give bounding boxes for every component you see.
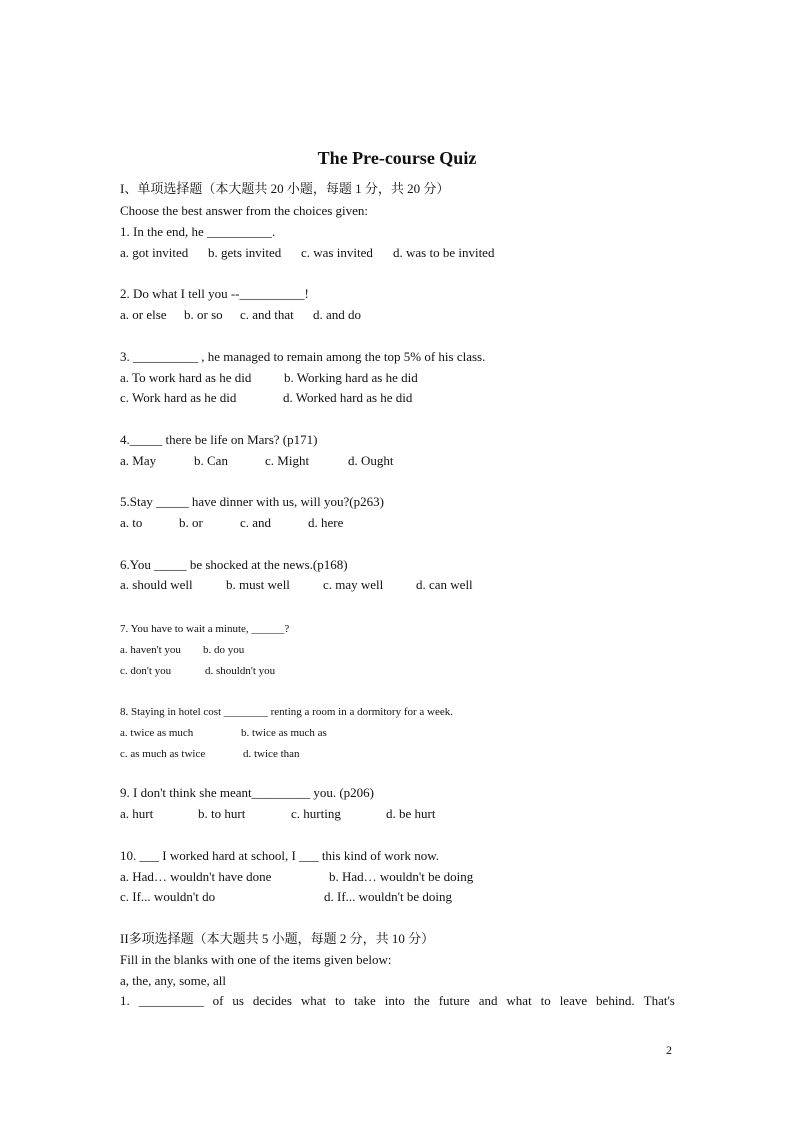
question-stem: 6.You _____ be shocked at the news.(p168) xyxy=(120,557,348,572)
option: c. may well xyxy=(323,577,384,592)
option: d. Ought xyxy=(348,453,394,468)
option: b. must well xyxy=(226,577,290,592)
word: leave xyxy=(559,993,588,1008)
option: b. gets invited xyxy=(208,245,282,260)
option: b. Had… wouldn't be doing xyxy=(329,869,474,884)
option: d. can well xyxy=(416,577,473,592)
option: d. shouldn't you xyxy=(205,665,276,677)
word: and xyxy=(478,993,498,1008)
option: d. was to be invited xyxy=(393,245,495,260)
word: That's xyxy=(643,993,675,1008)
question-stem: 9. I don't think she meant_________ you. (p206) xyxy=(120,785,375,800)
option: d. be hurt xyxy=(386,806,436,821)
option: c. and xyxy=(240,515,272,530)
word: to xyxy=(540,993,551,1008)
option: a. haven't you xyxy=(120,644,181,656)
word: decides xyxy=(252,993,292,1008)
section1-instruction: Choose the best answer from the choices given: xyxy=(120,203,369,218)
option: b. twice as much as xyxy=(241,727,327,739)
option: a. May xyxy=(120,453,157,468)
option: c. hurting xyxy=(291,806,341,821)
option: a. hurt xyxy=(120,806,154,821)
option: b. to hurt xyxy=(198,806,246,821)
option: a. or else xyxy=(120,307,167,322)
question-stem: 3. __________ , he managed to remain among the top 5% of his class. xyxy=(120,349,486,364)
option: a. to xyxy=(120,515,143,530)
question-stem: 1. In the end, he __________. xyxy=(120,224,276,239)
question-stem: 8. Staying in hotel cost ________ renting a room in a dormitory for a week. xyxy=(120,706,453,718)
option: a. To work hard as he did xyxy=(120,370,252,385)
page-number: 2 xyxy=(666,1043,672,1057)
option: c. was invited xyxy=(301,245,373,260)
option: b. or so xyxy=(184,307,223,322)
section2-word-list: a, the, any, some, all xyxy=(120,973,227,988)
word: us xyxy=(232,993,244,1008)
question-stem: 10. ___ I worked hard at school, I ___ this kind of work now. xyxy=(120,848,440,863)
option: b. or xyxy=(179,515,203,530)
word: the xyxy=(413,993,430,1008)
word: behind. xyxy=(596,993,635,1008)
word: future xyxy=(438,993,470,1008)
option: c. Work hard as he did xyxy=(120,390,237,405)
question-stem: 5.Stay _____ have dinner with us, will you?(p263) xyxy=(120,494,384,509)
section1-heading: I、单项选择题（本大题共 20 小题，每题 1 分，共 20 分） xyxy=(120,181,450,196)
option: d. Worked hard as he did xyxy=(283,390,413,405)
word: what xyxy=(506,993,532,1008)
option: d. twice than xyxy=(243,748,300,760)
word: 1. xyxy=(120,993,130,1008)
question-stem: 7. You have to wait a minute, ______? xyxy=(120,623,290,635)
option: a. Had… wouldn't have done xyxy=(120,869,272,884)
question-stem: 4._____ there be life on Mars? (p171) xyxy=(120,432,318,447)
option: c. If... wouldn't do xyxy=(120,889,216,904)
option: b. do you xyxy=(203,644,245,656)
section2-heading: II多项选择题（本大题共 5 小题，每题 2 分，共 10 分） xyxy=(120,931,435,946)
word: into xyxy=(384,993,405,1008)
option: d. and do xyxy=(313,307,362,322)
option: d. here xyxy=(308,515,344,530)
option: b. Can xyxy=(194,453,228,468)
option: c. don't you xyxy=(120,665,172,677)
question-stem: 2. Do what I tell you --__________! xyxy=(120,286,309,301)
option: b. Working hard as he did xyxy=(284,370,418,385)
option: a. got invited xyxy=(120,245,189,260)
word: to xyxy=(335,993,346,1008)
option: c. as much as twice xyxy=(120,748,206,760)
word: of xyxy=(212,993,224,1008)
option: c. Might xyxy=(265,453,310,468)
option: c. and that xyxy=(240,307,294,322)
option: a. should well xyxy=(120,577,193,592)
page-title: The Pre-course Quiz xyxy=(317,148,477,168)
option: d. If... wouldn't be doing xyxy=(324,889,452,904)
section2-question-line xyxy=(120,993,675,1009)
section2-instruction: Fill in the blanks with one of the items given below: xyxy=(120,952,392,967)
word: __________ xyxy=(138,993,204,1008)
word: take xyxy=(354,993,376,1008)
word: what xyxy=(300,993,327,1008)
option: a. twice as much xyxy=(120,727,194,739)
